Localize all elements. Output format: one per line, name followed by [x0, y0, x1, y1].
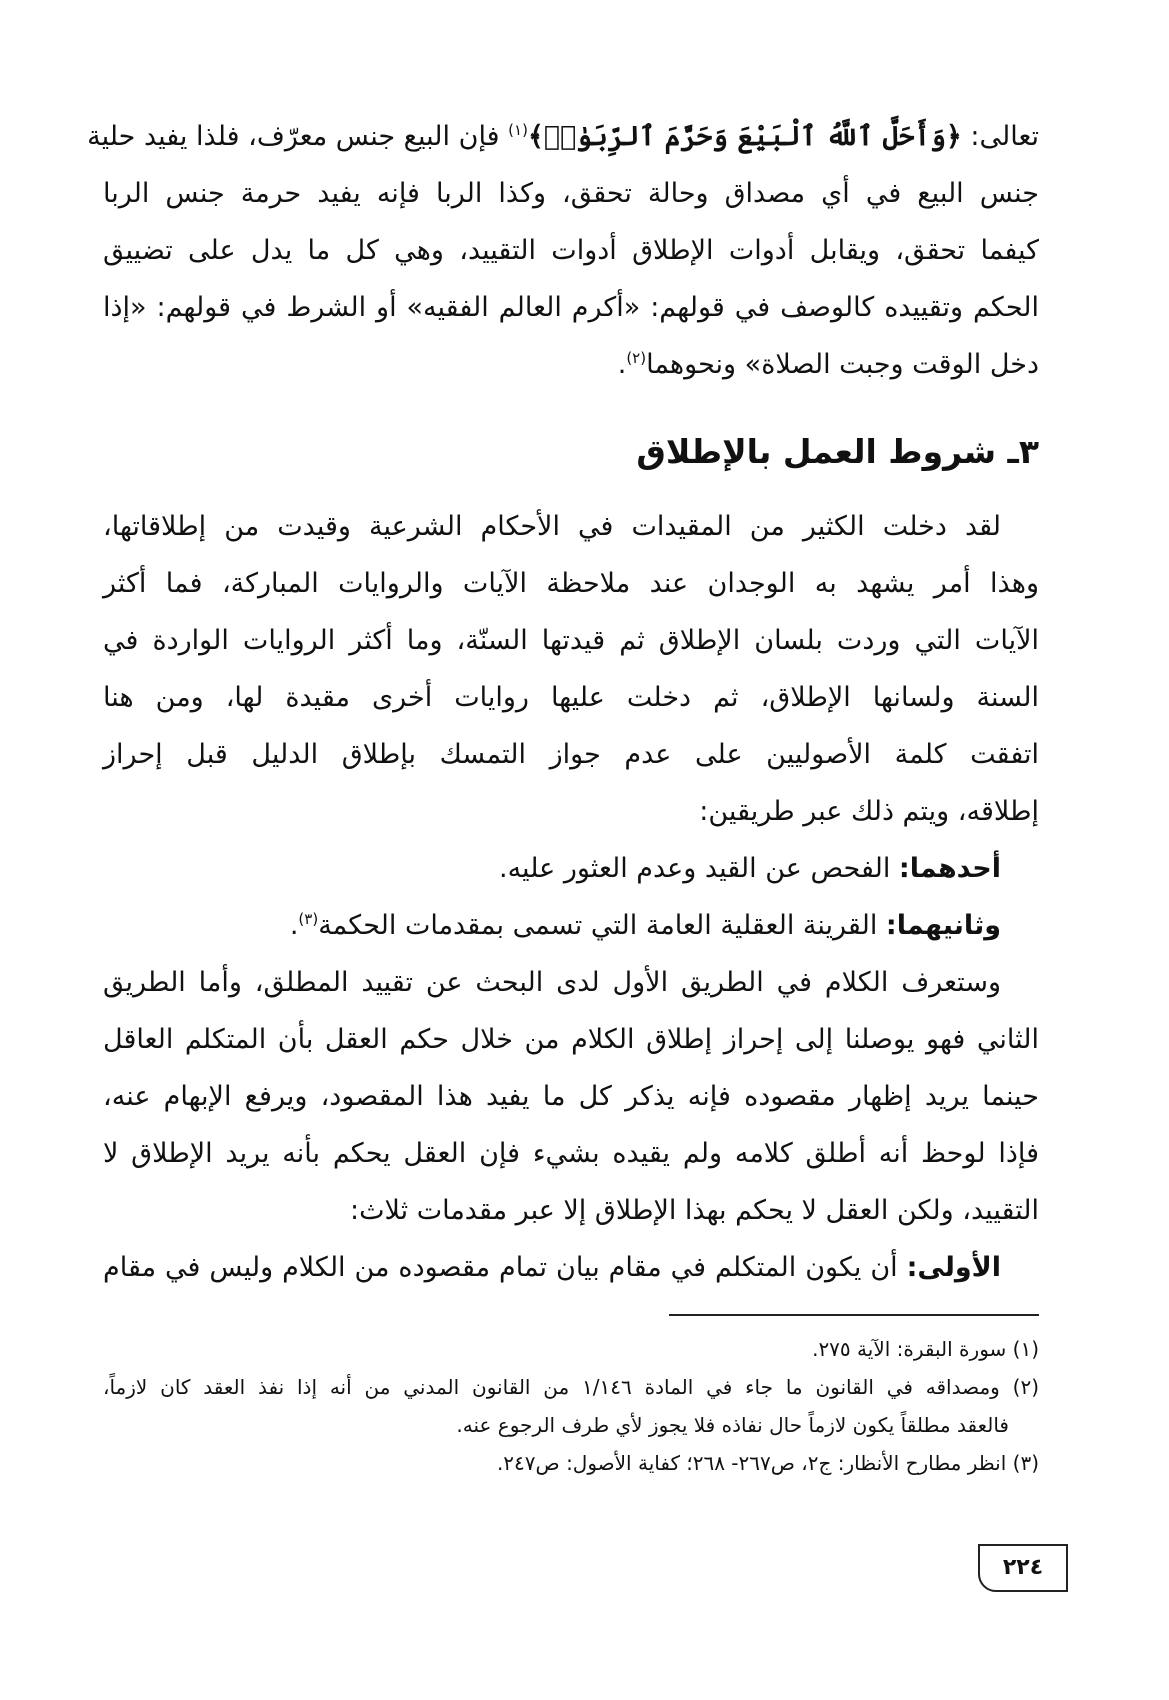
footnote-2: (٢) ومصداقه في القانون ما جاء في المادة ١/١٤٦ من القانون المدني من أنه إذا نفذ العقد كان لازماً،: [103, 1375, 1039, 1399]
text-line: وستعرف الكلام في الطريق الأول لدى البحث عن تقييد المطلق، وأما الطريق: [103, 967, 1001, 998]
text-line: كيفما تحقق، ويقابل أدوات الإطلاق أدوات التقييد، وهي كل ما يدل على تضييق: [103, 235, 1039, 266]
footnote-1: (١) سورة البقرة: الآية ٢٧٥.: [812, 1337, 1039, 1361]
first-way: [103, 840, 1039, 897]
top-paragraph: [87, 108, 1039, 393]
text-line: السنة ولسانها الإطلاق، ثم دخلت عليها روايات أخرى مقيدة لها، ومن هنا: [103, 682, 1039, 713]
footnote-marker-3: (٣): [298, 910, 319, 928]
text-line: [103, 336, 1039, 393]
text-line: التقييد، ولكن العقل لا يحكم بهذا الإطلاق إلا عبر مقدمات ثلاث:: [349, 1195, 1039, 1226]
footnotes: [103, 1330, 1039, 1482]
text-span: فإن البيع جنس معرّف، فلذا يفيد حلية: [87, 121, 509, 152]
footnote-separator: [669, 1314, 1039, 1316]
first-premise: [103, 1239, 1039, 1296]
text-line: [87, 108, 1039, 165]
text-line: وهذا أمر يشهد به الوجدان عند ملاحظة الآيات والروايات المباركة، فما أكثر: [103, 568, 1039, 599]
text-line: لقد دخلت الكثير من المقيدات في الأحكام الشرعية وقيدت من إطلاقاتها،: [103, 511, 1001, 542]
footnote-marker-2: (٢): [626, 349, 647, 367]
text-line: فإذا لوحظ أنه أطلق كلامه ولم يقيده بشيء فإن العقل يحكم بأنه يريد الإطلاق لا: [103, 1138, 1039, 1169]
text-line: الآيات التي وردت بلسان الإطلاق ثم قيدتها السنّة، وما أكثر الروايات الواردة في: [103, 625, 1039, 656]
text-line: حينما يريد إظهار مقصوده فإنه يذكر كل ما يفيد هذا المقصود، ويرفع الإبهام عنه،: [103, 1081, 1039, 1112]
text-line: الثاني فهو يوصلنا إلى إحراز إطلاق الكلام من خلال حكم العقل بأن المتكلم العاقل: [103, 1024, 1039, 1055]
text-span: دخل الوقت وجبت الصلاة» ونحوهما: [646, 349, 1039, 380]
text-span: .: [617, 349, 627, 380]
text-line: جنس البيع في أي مصداق وحالة تحقق، وكذا الربا فإنه يفيد حرمة جنس الربا: [103, 178, 1039, 209]
text-span: .: [289, 910, 299, 941]
first-way-text: الفحص عن القيد وعدم العثور عليه.: [498, 853, 899, 884]
first-premise-text: أن يكون المتكلم في مقام بيان تمام مقصوده من الكلام وليس في مقام: [103, 1252, 907, 1283]
second-way-label: وثانيهما:: [885, 910, 1001, 941]
quran-verse: ﴿وَأَحَلَّ ٱللَّهُ ٱلْبَيْعَ وَحَرَّمَ ٱلرِّبَوٰا۟﴾: [527, 121, 962, 152]
second-way-text: القرينة العقلية العامة التي تسمى بمقدمات الحكمة: [318, 910, 886, 941]
page-number: ٢٢٤: [978, 1544, 1068, 1592]
text-line: اتفقت كلمة الأصوليين على عدم جواز التمسك بإطلاق الدليل قبل إحراز: [103, 739, 1039, 770]
footnote-3: (٣) انظر مطارح الأنظار: ج٢، ص٢٦٧- ٢٦٨؛ كفاية الأصول: ص٢٤٧.: [496, 1451, 1039, 1475]
first-premise-label: الأولى:: [906, 1252, 1001, 1283]
second-way: [103, 897, 1039, 954]
footnote-marker-1: (١): [508, 121, 528, 139]
section-heading: ٣ـ شروط العمل بالإطلاق: [636, 432, 1039, 471]
text-line: إطلاقه، ويتم ذلك عبر طريقين:: [699, 796, 1039, 827]
section-paragraph: [103, 498, 1039, 1296]
text-line: الحكم وتقييده كالوصف في قولهم: «أكرم العالم الفقيه» أو الشرط في قولهم: «إذا: [103, 292, 1039, 323]
first-way-label: أحدهما:: [898, 853, 1001, 884]
text-span: تعالى:: [961, 121, 1039, 152]
footnote-2-continued: فالعقد مطلقاً يكون لازماً حال نفاذه فلا يجوز لأي طرف الرجوع عنه.: [456, 1413, 1009, 1437]
